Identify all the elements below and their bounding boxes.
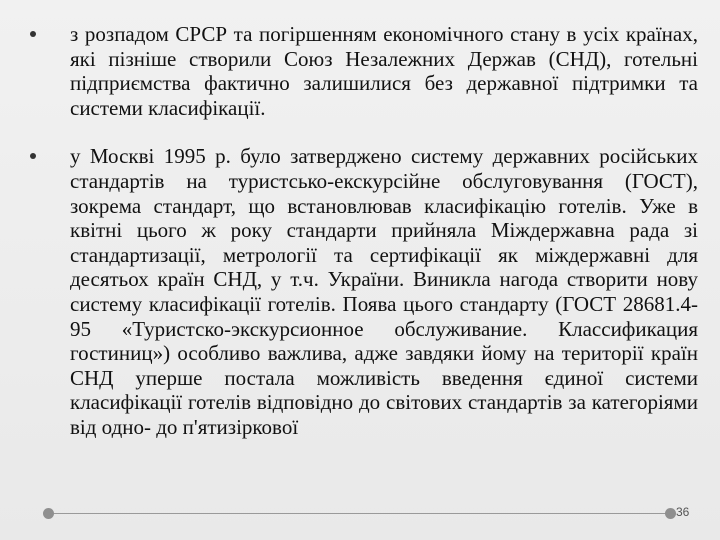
- bullet-dot-icon: [30, 31, 36, 37]
- footer-right-dot-icon: [665, 508, 676, 519]
- footer-divider: [48, 513, 672, 514]
- footer-left-dot-icon: [43, 508, 54, 519]
- bullet-text-1: з розпадом СРСР та погіршенням економічного стану в усіх країнах, які пізніше створили Союз Незалежних Держав (СНД), готельні підприємства фактично залишилися без державної підтримки та системи класифікації.: [70, 22, 698, 120]
- bullet-text-2: у Москві 1995 р. було затверджено систему державних російських стандартів на туристсько-екскурсійне обслуговування (ГОСТ), зокрема стандарт, що встановлював класифікацію готелів. Уже в квітні цього ж року стандарти прийняла Міждержавна рада зі стандартизації, метрології та сертифікації як міждержавні для десятьох країн СНД, у т.ч. України. Виникла нагода створити нову систему класифікації готелів. Поява цього стандарту (ГОСТ 28681.4-95 «Туристско-экскурсионное обслуживание. Классификация гостиниц») особливо важлива, адже завдяки йому на території країн СНД уперше постала можливість введення єдиної системи класифікації готелів відповідно до світових стандартів за категоріями від одно- до п'ятизіркової: [70, 144, 698, 439]
- page-number: 36: [676, 505, 690, 519]
- bullet-list: [22, 22, 698, 464]
- bullet-item-1: [22, 22, 698, 120]
- bullet-dot-icon: [30, 153, 36, 159]
- bullet-item-2: [22, 144, 698, 439]
